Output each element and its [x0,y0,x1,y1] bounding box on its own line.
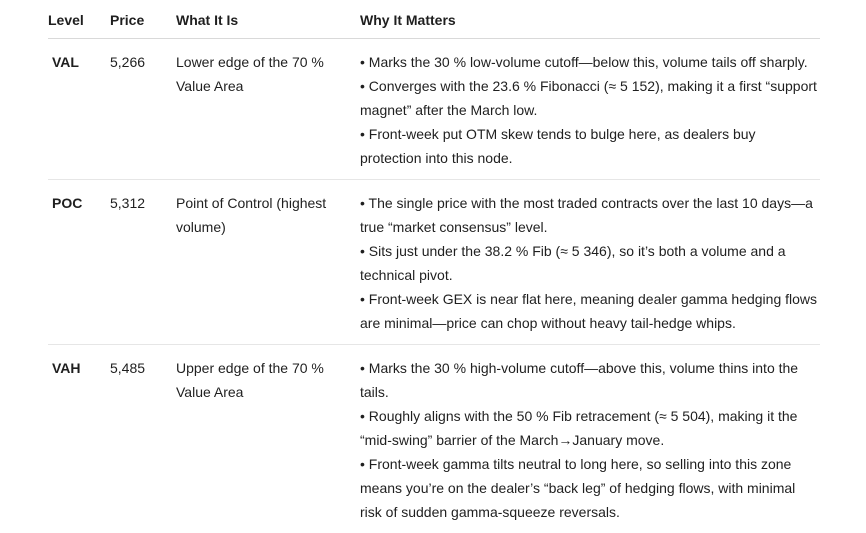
row-price: 5,266 [110,39,176,180]
header-price: Price [110,0,176,39]
row-what-it-is: Lower edge of the 70 % Value Area [176,39,360,180]
table-body [48,39,820,533]
header-what-it-is: What It Is [176,0,360,39]
levels-table [48,0,820,533]
bullet-point: • The single price with the most traded contracts over the last 10 days—a true “market consensus” level. [360,191,820,239]
bullet-point: • Marks the 30 % high-volume cutoff—above this, volume thins into the tails. [360,356,820,404]
row-what-it-is: Upper edge of the 70 % Value Area [176,345,360,533]
bullet-point: • Front-week put OTM skew tends to bulge here, as dealers buy protection into this node. [360,122,820,170]
row-level: VAL [48,39,110,180]
row-why-it-matters [360,345,820,533]
row-level: VAH [48,345,110,533]
bullet-point: • Marks the 30 % low-volume cutoff—below this, volume tails off sharply. [360,50,820,74]
bullet-point: • Sits just under the 38.2 % Fib (≈ 5 346), so it’s both a volume and a technical pivot. [360,239,820,287]
bullet-point: • Converges with the 23.6 % Fibonacci (≈ 5 152), making it a first “support magnet” after the March low. [360,74,820,122]
row-why-it-matters [360,39,820,180]
row-price: 5,312 [110,180,176,345]
header-level: Level [48,0,110,39]
table-header [48,0,820,39]
row-why-it-matters [360,180,820,345]
table-row [48,345,820,533]
bullet-point: • Roughly aligns with the 50 % Fib retracement (≈ 5 504), making it the “mid-swing” barrier of the March→January move. [360,404,820,452]
row-what-it-is: Point of Control (highest volume) [176,180,360,345]
row-level: POC [48,180,110,345]
bullet-point: • Front-week GEX is near flat here, meaning dealer gamma hedging flows are minimal—price can chop without heavy tail-hedge whips. [360,287,820,335]
bullet-point: • Front-week gamma tilts neutral to long here, so selling into this zone means you’re on the dealer’s “back leg” of hedging flows, with minimal risk of sudden gamma-squeeze reversals. [360,452,820,524]
header-row [48,0,820,39]
table-row [48,39,820,180]
levels-table-container [48,0,820,533]
row-price: 5,485 [110,345,176,533]
header-why-it-matters: Why It Matters [360,0,820,39]
table-row [48,180,820,345]
